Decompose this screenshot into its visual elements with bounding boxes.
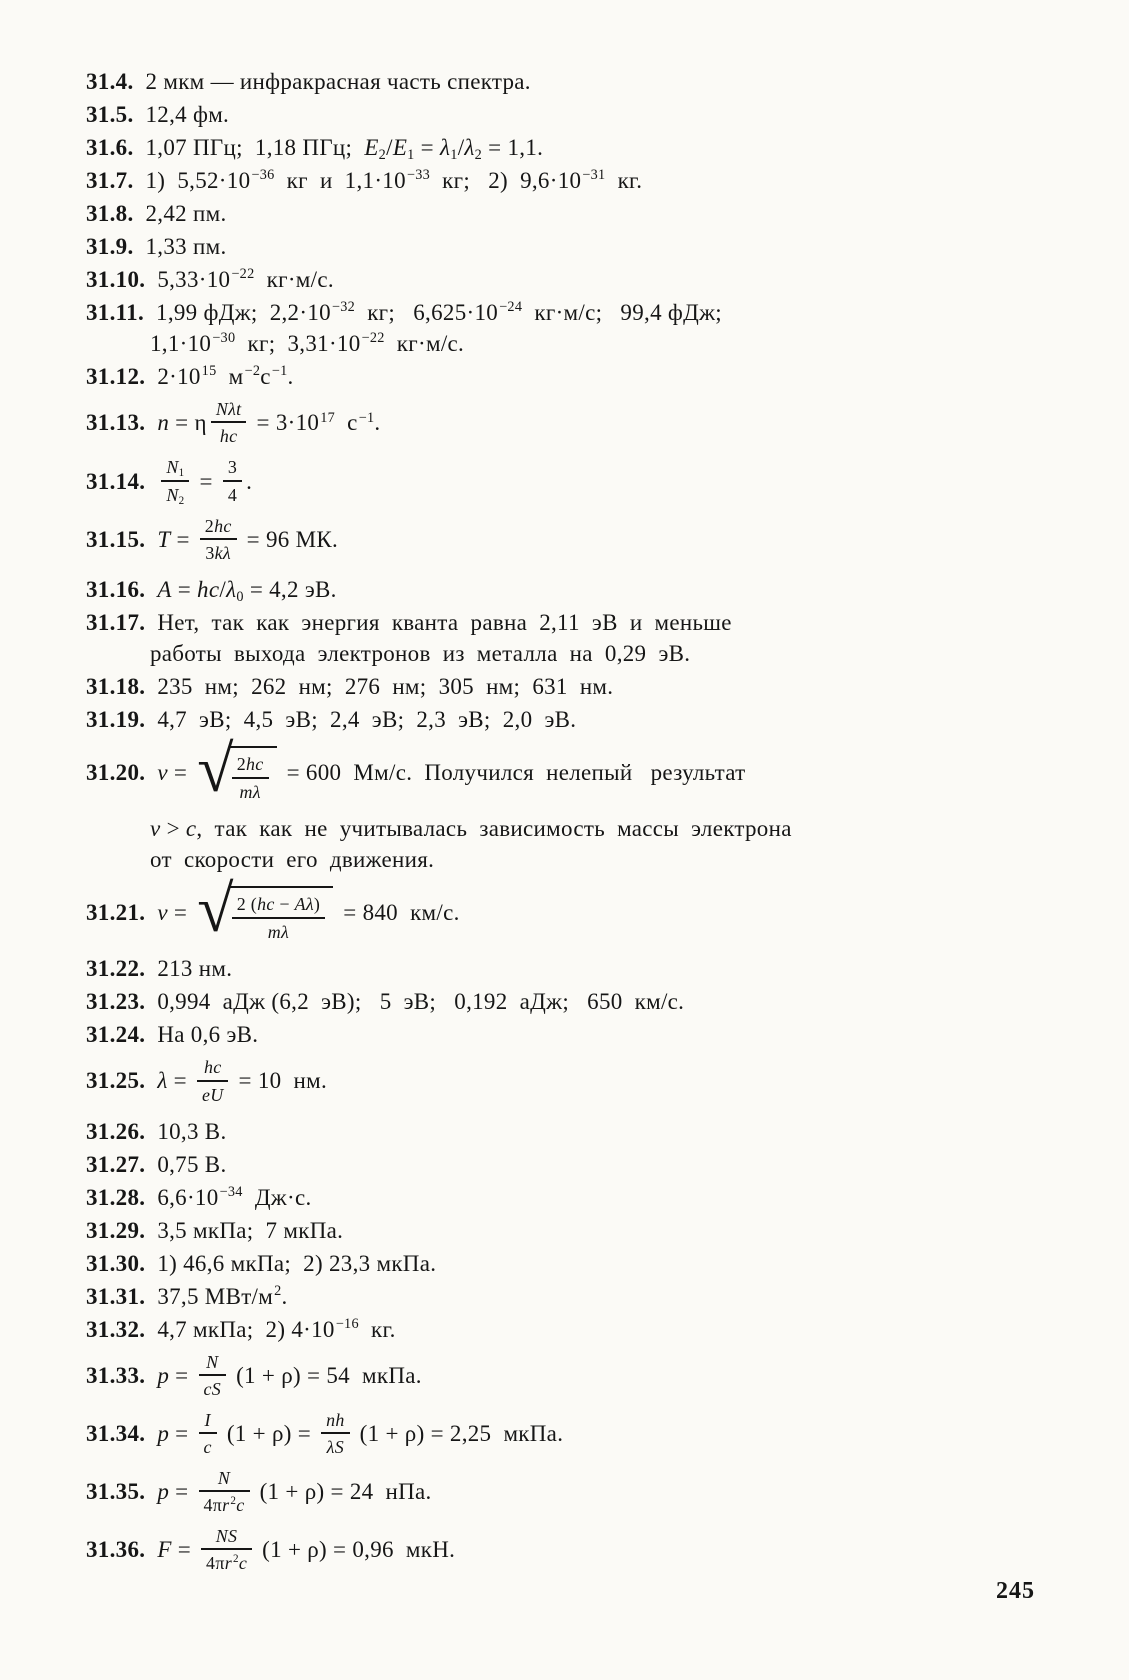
answers-list bbox=[86, 66, 1046, 1576]
answer-line bbox=[86, 400, 1046, 450]
line-content: v = √ $\frac{2 (hc - A\lambda)}{m\lambda}$ = 840 км/с. bbox=[157, 873, 460, 947]
answer-item bbox=[86, 132, 1046, 163]
fraction-denominator bbox=[211, 423, 247, 447]
line-content: n = η $\frac{\text{Nλt}}{hc}$ = 3·1017 с−1. bbox=[157, 399, 381, 447]
math-variable: hc bbox=[214, 515, 232, 536]
answer-line bbox=[86, 986, 1046, 1017]
fraction-denominator: 4 bbox=[227, 484, 238, 505]
math-variable: F bbox=[157, 1536, 172, 1562]
math-variable: hc bbox=[219, 426, 238, 447]
answer-line bbox=[86, 953, 1046, 984]
answer-item bbox=[86, 953, 1046, 984]
answers-section bbox=[86, 66, 1046, 1584]
item-number: 31.7. bbox=[86, 168, 134, 193]
line-content: v = √ $\frac{2hc}{m\lambda}$ = 600 Мм/с. Получился нелепый результат bbox=[157, 733, 746, 807]
superscript: 2 bbox=[232, 1553, 239, 1566]
item-number: 31.35. bbox=[86, 1478, 146, 1504]
subscript: 2 bbox=[474, 146, 483, 163]
subscript: 1 bbox=[178, 466, 185, 479]
item-number: 31.9. bbox=[86, 234, 134, 259]
answer-item bbox=[86, 1411, 1046, 1461]
superscript: 2 bbox=[274, 1283, 282, 1300]
square-root bbox=[197, 733, 276, 807]
answer-item bbox=[86, 671, 1046, 702]
math-variable: λ bbox=[157, 1068, 168, 1094]
line-content: 2,42 пм. bbox=[145, 201, 227, 226]
answer-item bbox=[86, 1248, 1046, 1279]
line-content: λ = $\frac{hc}{eU}$ = 10 нм. bbox=[157, 1057, 328, 1105]
fraction bbox=[232, 893, 325, 943]
fraction-denominator: 4πr2c bbox=[206, 1552, 248, 1573]
superscript: −34 bbox=[219, 1184, 243, 1201]
math-variable: Aλ bbox=[294, 894, 314, 915]
answer-item bbox=[86, 1019, 1046, 1050]
radical-sign-icon: √ bbox=[197, 733, 234, 807]
answer-item bbox=[86, 607, 1046, 669]
fraction-numerator bbox=[199, 1409, 217, 1434]
answer-item bbox=[86, 99, 1046, 130]
answer-line bbox=[86, 66, 1046, 97]
line-content: 0,75 В. bbox=[157, 1152, 227, 1177]
math-variable: T bbox=[157, 526, 171, 552]
fraction bbox=[201, 1525, 252, 1575]
item-number: 31.13. bbox=[86, 410, 146, 436]
fraction bbox=[197, 1056, 229, 1106]
line-content: F = $\frac{NS}{4\pi r2c}$ (1 + ρ) = 0,96 мкН. bbox=[157, 1525, 456, 1573]
answer-item bbox=[86, 1149, 1046, 1180]
answer-item bbox=[86, 458, 1046, 509]
answer-item bbox=[86, 1469, 1046, 1519]
answer-item bbox=[86, 1281, 1046, 1312]
math-variable: λ bbox=[464, 135, 475, 160]
fraction bbox=[232, 753, 269, 803]
subscript: 1 bbox=[450, 146, 458, 163]
fraction-denominator bbox=[232, 779, 269, 803]
answer-line bbox=[86, 1281, 1046, 1312]
line-content: 213 нм. bbox=[157, 956, 233, 982]
line-content: 1,07 ПГц; 1,18 ПГц; E2/E1 = λ1/λ2 = 1,1. bbox=[145, 135, 544, 163]
item-number: 31.14. bbox=[86, 468, 146, 494]
answer-line bbox=[86, 297, 1046, 328]
answer-line bbox=[86, 873, 1046, 947]
line-content: На 0,6 эВ. bbox=[157, 1022, 259, 1048]
answer-item bbox=[86, 574, 1046, 605]
fraction bbox=[199, 1467, 250, 1517]
answer-line bbox=[86, 458, 1046, 509]
math-variable: p bbox=[157, 1478, 170, 1504]
math-variable: λS bbox=[326, 1437, 344, 1458]
item-number: 31.6. bbox=[86, 135, 134, 160]
item-number: 31.27. bbox=[86, 1152, 146, 1177]
math-variable: N bbox=[166, 456, 179, 477]
fraction-numerator bbox=[211, 398, 247, 423]
answer-line bbox=[86, 813, 1046, 844]
item-number: 31.11. bbox=[86, 300, 145, 325]
subscript: 0 bbox=[236, 589, 244, 606]
math-variable: p bbox=[157, 1363, 170, 1389]
item-number: 31.19. bbox=[86, 707, 146, 733]
superscript: −24 bbox=[499, 299, 523, 316]
math-variable: c bbox=[238, 1552, 248, 1573]
line-content: 6,6·10−34 Дж·с. bbox=[157, 1184, 312, 1210]
line-content: 235 нм; 262 нм; 276 нм; 305 нм; 631 нм. bbox=[157, 674, 614, 700]
answer-item bbox=[86, 1353, 1046, 1403]
answer-item bbox=[86, 198, 1046, 229]
answer-line bbox=[86, 1149, 1046, 1180]
line-content: 1,33 пм. bbox=[145, 234, 227, 259]
answer-line bbox=[86, 607, 1046, 638]
math-variable: mλ bbox=[239, 781, 261, 802]
item-number: 31.20. bbox=[86, 759, 146, 785]
subscript: 2 bbox=[378, 146, 387, 163]
math-variable: r bbox=[222, 1495, 230, 1516]
answer-line bbox=[86, 844, 1046, 875]
math-variable: mλ bbox=[267, 921, 290, 942]
answer-line bbox=[86, 1182, 1046, 1213]
fraction-numerator bbox=[201, 1525, 252, 1550]
answer-item bbox=[86, 704, 1046, 735]
answer-line bbox=[86, 198, 1046, 229]
math-variable: λ bbox=[439, 135, 451, 160]
line-content: v > c, так как не учитывалась зависимость массы электрона bbox=[150, 816, 792, 842]
line-content: 4,7 эВ; 4,5 эВ; 2,4 эВ; 2,3 эВ; 2,0 эВ. bbox=[157, 707, 577, 733]
square-root bbox=[197, 873, 333, 947]
math-variable: Nλt bbox=[215, 399, 242, 419]
answer-item bbox=[86, 986, 1046, 1017]
math-variable: n bbox=[157, 410, 170, 436]
item-number: 31.15. bbox=[86, 526, 146, 552]
answer-item bbox=[86, 231, 1046, 262]
answer-item bbox=[86, 165, 1046, 196]
line-content: от скорости его движения. bbox=[150, 847, 435, 873]
item-number: 31.21. bbox=[86, 899, 146, 925]
answer-line bbox=[86, 1314, 1046, 1345]
line-content: 0,994 аДж (6,2 эВ); 5 эВ; 0,192 аДж; 650 км/с. bbox=[157, 989, 685, 1015]
answer-line bbox=[86, 361, 1046, 392]
math-variable: v bbox=[157, 899, 168, 925]
line-content: 37,5 МВт/м2. bbox=[157, 1283, 288, 1309]
line-content: работы выхода электронов из металла на 0,29 эВ. bbox=[150, 641, 691, 667]
answer-line bbox=[86, 165, 1046, 196]
fraction-numerator bbox=[321, 1409, 350, 1434]
answer-line bbox=[86, 328, 1046, 359]
math-variable: nh bbox=[326, 1409, 345, 1430]
answer-item bbox=[86, 1116, 1046, 1147]
line-content: 1) 5,52·10−36 кг и 1,1·10−33 кг; 2) 9,6·10−31 кг. bbox=[145, 167, 643, 193]
math-variable: NS bbox=[215, 1525, 238, 1546]
answer-item bbox=[86, 361, 1046, 392]
superscript: −22 bbox=[231, 266, 255, 283]
math-variable: N bbox=[217, 1467, 231, 1488]
superscript: −30 bbox=[212, 330, 236, 347]
superscript: −33 bbox=[406, 167, 431, 184]
fraction-numerator: 2 (hc − Aλ) bbox=[232, 893, 325, 918]
math-variable: v bbox=[157, 759, 168, 785]
math-variable: λ bbox=[226, 577, 237, 603]
item-number: 31.12. bbox=[86, 364, 146, 389]
answer-line bbox=[86, 1116, 1046, 1147]
answer-item bbox=[86, 1314, 1046, 1345]
radicand bbox=[229, 886, 333, 943]
superscript: −22 bbox=[361, 330, 385, 347]
item-number: 31.16. bbox=[86, 577, 146, 603]
fraction bbox=[211, 398, 247, 448]
line-content: 1) 46,6 мкПа; 2) 23,3 мкПа. bbox=[157, 1251, 437, 1276]
answer-item bbox=[86, 66, 1046, 97]
answer-line bbox=[86, 264, 1046, 295]
math-variable: hc bbox=[257, 894, 275, 915]
fraction-denominator: 3kλ bbox=[205, 543, 231, 564]
fraction-denominator bbox=[161, 482, 189, 507]
fraction bbox=[199, 1351, 227, 1401]
answer-line bbox=[86, 574, 1046, 605]
math-variable: A bbox=[157, 577, 172, 603]
math-variable: c bbox=[203, 1437, 212, 1458]
answer-item bbox=[86, 733, 1046, 875]
line-content: Нет, так как энергия кванта равна 2,11 эВ и меньше bbox=[157, 610, 732, 636]
item-number: 31.26. bbox=[86, 1119, 146, 1144]
radicand bbox=[229, 746, 277, 803]
fraction bbox=[161, 456, 189, 507]
item-number: 31.33. bbox=[86, 1363, 146, 1389]
radical-sign-icon: √ bbox=[197, 873, 234, 947]
fraction bbox=[321, 1409, 350, 1459]
line-content: A = hc/λ0 = 4,2 эВ. bbox=[157, 577, 337, 606]
item-number: 31.10. bbox=[86, 267, 146, 292]
fraction-denominator bbox=[199, 1434, 217, 1458]
line-content: 4,7 мкПа; 2) 4·10−16 кг. bbox=[157, 1316, 396, 1342]
answer-line bbox=[86, 1248, 1046, 1279]
item-number: 31.28. bbox=[86, 1185, 146, 1210]
line-content: 1,1·10−30 кг; 3,31·10−22 кг·м/с. bbox=[150, 330, 465, 356]
subscript: 1 bbox=[407, 146, 415, 163]
math-variable: c bbox=[236, 1495, 245, 1516]
answer-line bbox=[86, 1411, 1046, 1461]
item-number: 31.32. bbox=[86, 1317, 146, 1342]
answer-line bbox=[86, 1058, 1046, 1108]
line-content: p = $\frac{I}{c}$ (1 + ρ) = $\frac{nh}{\lambda S}$ (1 + ρ) = 2,25 мкПа. bbox=[157, 1409, 564, 1458]
answer-item bbox=[86, 264, 1046, 295]
item-number: 31.8. bbox=[86, 201, 134, 226]
item-number: 31.23. bbox=[86, 989, 146, 1015]
fraction-denominator: 4πr2c bbox=[203, 1495, 245, 1516]
item-number: 31.31. bbox=[86, 1284, 146, 1309]
fraction bbox=[200, 515, 237, 565]
fraction bbox=[199, 1409, 217, 1459]
subscript: 2 bbox=[178, 494, 185, 507]
math-variable: cS bbox=[203, 1379, 222, 1400]
superscript: −31 bbox=[582, 167, 606, 184]
answer-line bbox=[86, 1019, 1046, 1050]
superscript: 15 bbox=[201, 363, 217, 380]
math-variable: E bbox=[392, 135, 408, 160]
item-number: 31.5. bbox=[86, 102, 134, 127]
answer-item bbox=[86, 1058, 1046, 1108]
line-content: 3,5 мкПа; 7 мкПа. bbox=[157, 1218, 344, 1243]
answer-item bbox=[86, 400, 1046, 450]
line-content: 2 мкм — инфракрасная часть спектра. bbox=[145, 69, 531, 94]
line-content: 5,33·10−22 кг·м/с. bbox=[157, 266, 334, 292]
item-number: 31.30. bbox=[86, 1251, 146, 1276]
math-variable: E bbox=[364, 135, 379, 160]
math-variable: I bbox=[204, 1409, 211, 1430]
answer-line bbox=[86, 1353, 1046, 1403]
superscript: −36 bbox=[251, 167, 275, 184]
superscript: −1 bbox=[358, 409, 375, 426]
answer-line bbox=[86, 517, 1046, 567]
fraction-numerator bbox=[199, 1351, 227, 1376]
superscript: −2 bbox=[244, 363, 261, 380]
answer-line bbox=[86, 733, 1046, 807]
math-variable: r bbox=[224, 1552, 232, 1573]
item-number: 31.34. bbox=[86, 1421, 146, 1447]
answer-line bbox=[86, 132, 1046, 163]
math-variable: v bbox=[150, 816, 161, 842]
answer-line bbox=[86, 99, 1046, 130]
math-variable: c bbox=[185, 816, 197, 842]
fraction-numerator: 2hc bbox=[200, 515, 237, 540]
item-number: 31.17. bbox=[86, 610, 146, 636]
item-number: 31.22. bbox=[86, 956, 146, 982]
fraction-denominator bbox=[232, 919, 325, 943]
fraction-denominator bbox=[321, 1434, 350, 1458]
line-content: 2·1015 м−2с−1. bbox=[157, 363, 294, 389]
answer-item bbox=[86, 873, 1046, 947]
superscript: −16 bbox=[335, 1316, 359, 1333]
superscript: −32 bbox=[331, 299, 356, 316]
item-number: 31.25. bbox=[86, 1068, 146, 1094]
line-content: 12,4 фм. bbox=[145, 102, 230, 127]
answer-item bbox=[86, 1182, 1046, 1213]
math-variable: N bbox=[166, 484, 179, 505]
fraction-numerator: 3 bbox=[223, 456, 242, 481]
answer-line bbox=[86, 231, 1046, 262]
answer-line bbox=[86, 704, 1046, 735]
fraction-numerator: 2hc bbox=[232, 753, 269, 778]
item-number: 31.24. bbox=[86, 1022, 146, 1048]
line-content: $\frac{N1}{N2}$ = $\frac{3}{4}$ . bbox=[157, 469, 252, 494]
item-number: 31.36. bbox=[86, 1536, 146, 1562]
superscript: 17 bbox=[320, 409, 336, 426]
answer-line bbox=[86, 1469, 1046, 1519]
math-variable: p bbox=[157, 1421, 170, 1447]
item-number: 31.18. bbox=[86, 674, 146, 700]
fraction-numerator bbox=[199, 1467, 250, 1492]
answer-item bbox=[86, 297, 1046, 359]
fraction-denominator bbox=[199, 1376, 227, 1400]
answer-line bbox=[86, 1215, 1046, 1246]
answer-item bbox=[86, 517, 1046, 567]
fraction-numerator bbox=[197, 1056, 229, 1081]
page-number: 245 bbox=[996, 1578, 1035, 1604]
superscript: −1 bbox=[271, 363, 288, 380]
line-content: p = $\frac{N}{cS}$ (1 + ρ) = 54 мкПа. bbox=[157, 1352, 422, 1400]
fraction-numerator bbox=[161, 456, 189, 482]
math-variable: hc bbox=[246, 754, 264, 775]
fraction bbox=[223, 456, 242, 506]
line-content: T = $\frac{2hc}{3k\lambda}$ = 96 МК. bbox=[157, 515, 339, 564]
math-variable: hc bbox=[197, 577, 220, 603]
line-content: 1,99 фДж; 2,2·10−32 кг; 6,625·10−24 кг·м/с; 99,4 фДж; bbox=[156, 299, 722, 325]
answer-item bbox=[86, 1215, 1046, 1246]
fraction-denominator bbox=[197, 1082, 229, 1106]
math-variable: eU bbox=[201, 1084, 224, 1105]
item-number: 31.29. bbox=[86, 1218, 146, 1243]
line-content: p = $\frac{N}{4\pi r2c}$ (1 + ρ) = 24 нПа. bbox=[157, 1467, 432, 1516]
math-variable: N bbox=[206, 1352, 219, 1372]
superscript: 2 bbox=[230, 1495, 237, 1508]
answer-line bbox=[86, 638, 1046, 669]
item-number: 31.4. bbox=[86, 69, 134, 94]
math-variable: hc bbox=[203, 1057, 222, 1078]
answer-line bbox=[86, 1527, 1046, 1577]
answer-line bbox=[86, 671, 1046, 702]
answer-item bbox=[86, 1527, 1046, 1577]
math-variable: kλ bbox=[214, 543, 231, 564]
line-content: 10,3 В. bbox=[157, 1119, 227, 1144]
